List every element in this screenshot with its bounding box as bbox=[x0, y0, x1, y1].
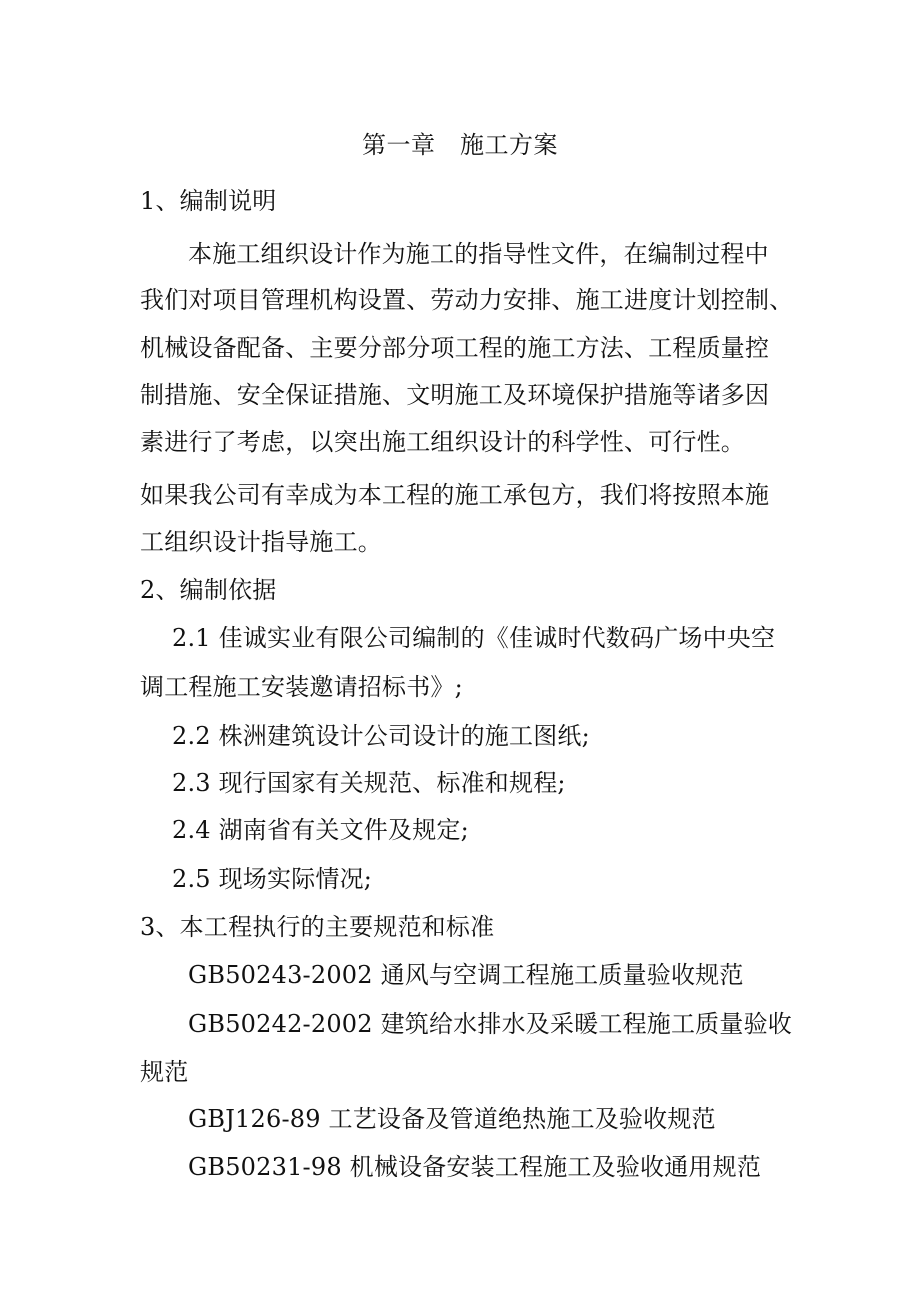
basis-item: 2.3 现行国家有关规范、标准和规程; bbox=[172, 769, 566, 797]
basis-item: 2.2 株洲建筑设计公司设计的施工图纸; bbox=[172, 722, 590, 750]
paragraph-line: 机械设备配备、主要分部分项工程的施工方法、工程质量控 bbox=[140, 334, 770, 362]
chapter-title: 第一章 施工方案 bbox=[362, 131, 558, 159]
standard-item: GB50242-2002 建筑给水排水及采暖工程施工质量验收 bbox=[188, 1010, 792, 1038]
basis-item: 2.5 现场实际情况; bbox=[172, 865, 373, 893]
basis-item: 2.4 湖南省有关文件及规定; bbox=[172, 816, 469, 844]
basis-item-continuation: 调工程施工安装邀请招标书》; bbox=[140, 673, 463, 701]
paragraph-line: 素进行了考虑，以突出施工组织设计的科学性、可行性。 bbox=[140, 428, 745, 456]
section-3-heading: 3、本工程执行的主要规范和标准 bbox=[140, 913, 495, 941]
standard-item: GB50231-98 机械设备安装工程施工及验收通用规范 bbox=[188, 1153, 762, 1181]
standard-item-continuation: 规范 bbox=[140, 1058, 189, 1086]
paragraph-line: 制措施、安全保证措施、文明施工及环境保护措施等诸多因 bbox=[140, 381, 770, 409]
paragraph-line: 如果我公司有幸成为本工程的施工承包方，我们将按照本施 bbox=[140, 481, 770, 509]
paragraph-line: 本施工组织设计作为施工的指导性文件，在编制过程中 bbox=[188, 240, 769, 268]
standard-item: GBJ126-89 工艺设备及管道绝热施工及验收规范 bbox=[188, 1105, 716, 1133]
paragraph-line: 我们对项目管理机构设置、劳动力安排、施工进度计划控制、 bbox=[140, 286, 794, 314]
basis-item: 2.1 佳诚实业有限公司编制的《佳诚时代数码广场中央空 bbox=[172, 624, 776, 652]
section-2-heading: 2、编制依据 bbox=[140, 576, 277, 604]
standard-item: GB50243-2002 通风与空调工程施工质量验收规范 bbox=[188, 961, 744, 989]
section-1-heading: 1、编制说明 bbox=[140, 187, 277, 215]
paragraph-line: 工组织设计指导施工。 bbox=[140, 528, 382, 556]
